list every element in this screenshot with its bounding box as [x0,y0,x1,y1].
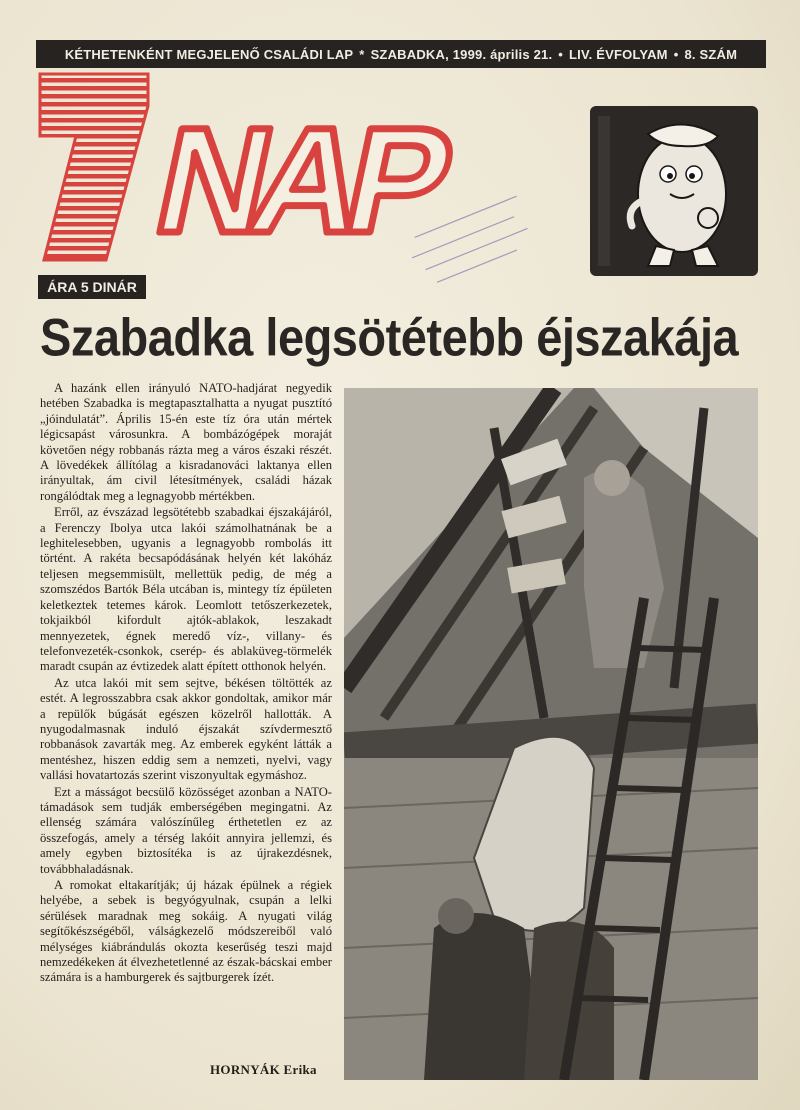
article-paragraph: Ezt a másságot becsülő közösséget azonban a NATO-támadások sem tudják emberségében megingatni. Az ellenség számára valószínűleg érthetetlen ez az összefogás, amely a térség lakóit annyira jellemzi, és amely egyben biztosítéka is az újrakezdésnek, továbbhaladásnak. [40,784,332,876]
banner-separator-star: * [359,46,365,62]
masthead-numeral-seven [40,74,148,260]
banner-volume: LIV. ÉVFOLYAM [569,46,668,62]
article-byline: HORNYÁK Erika [210,1062,317,1077]
article-body [40,381,332,1081]
banner-tagline: KÉTHETENKÉNT MEGJELENŐ CSALÁDI LAP [64,46,354,62]
banner-issue: 8. SZÁM [684,46,738,62]
article-paragraph: A hazánk ellen irányuló NATO-hadjárat negyedik hetében Szabadka is megtapasztalhatta a nyugat pusztító „jóindulatát”. Április 15-én este tíz óra után mértek légicsapást városunkra. A bombázógépek moraját követően négy robbanás rázta meg a város északi részét. A lövedékek állítólag a kisradanováci laktanya ellen irányultak, ám civil létesítmények, családi házak rongálódtak meg a legnagyobb mértékben. [40,381,332,503]
article-paragraph: Erről, az évszázad legsötétebb szabadkai éjszakájáról, a Ferenczy Ibolya utca lakói számolhatnának be a leghitelesebben, ugyanis a legnagyobb rombolás itt történt. A rakéta becsapódásának helyén két lakóház teljesen megsemmisült, mellettük pedig, de még a szomszédos Bartók Béla utcában is, mintegy tíz épületen keletkeztek tetemes károk. Leomlott tetőszerkezetek, tokjaikból kifordult ajtók-ablakok, leszakadt mennyezetek, égnek meredő víz-, villany- és telefonvezeték-csonkok, cserép- és ablaküveg-törmelék maradt csupán az évtizedek alatt épített otthonok helyén. [40,505,332,674]
mascot-illustration [590,106,758,276]
article-paragraph: Az utca lakói mit sem sejtve, békésen töltötték az estét. A legrosszabbra csak akkor gondoltak, amikor már a repülők búgását egészen közelről hallották. A nyugodalmasnak induló éjszakát szívdermesztő robbanások zavarták meg. Az emberek egyként látták a mentéshez, hiszen eddig sem a nemzeti, nyelvi, vagy vallási hovatartozás szerint viszonyultak egymáshoz. [40,675,332,783]
masthead-title-text: NAP [142,97,454,265]
banner-place-date: SZABADKA, 1999. április 21. [370,46,553,62]
article-paragraph: A romokat eltakarítják; új házak épülnek a régiek helyébe, a sebek is begyógyulnak, csupán a lelki sérülések maradnak meg sokáig. A nyugati világ segítőkészségéből, válságkezelő módszereiből való mélységes kiábrándulás okozta keserűség teszi majd nemzedékeken át élvezhetetlenné az észak-bácskai ember számára is a hamburgerek és sajtburgerek ízét. [40,878,332,985]
masthead-banner [36,40,766,68]
banner-separator-dot-2: • [673,46,679,62]
banner-separator-dot: • [558,46,564,62]
headline: Szabadka legsötétebb éjszakája [40,307,739,367]
news-photo [344,388,758,1080]
library-stamp [400,185,550,295]
price-label: ÁRA 5 DINÁR [38,275,146,299]
